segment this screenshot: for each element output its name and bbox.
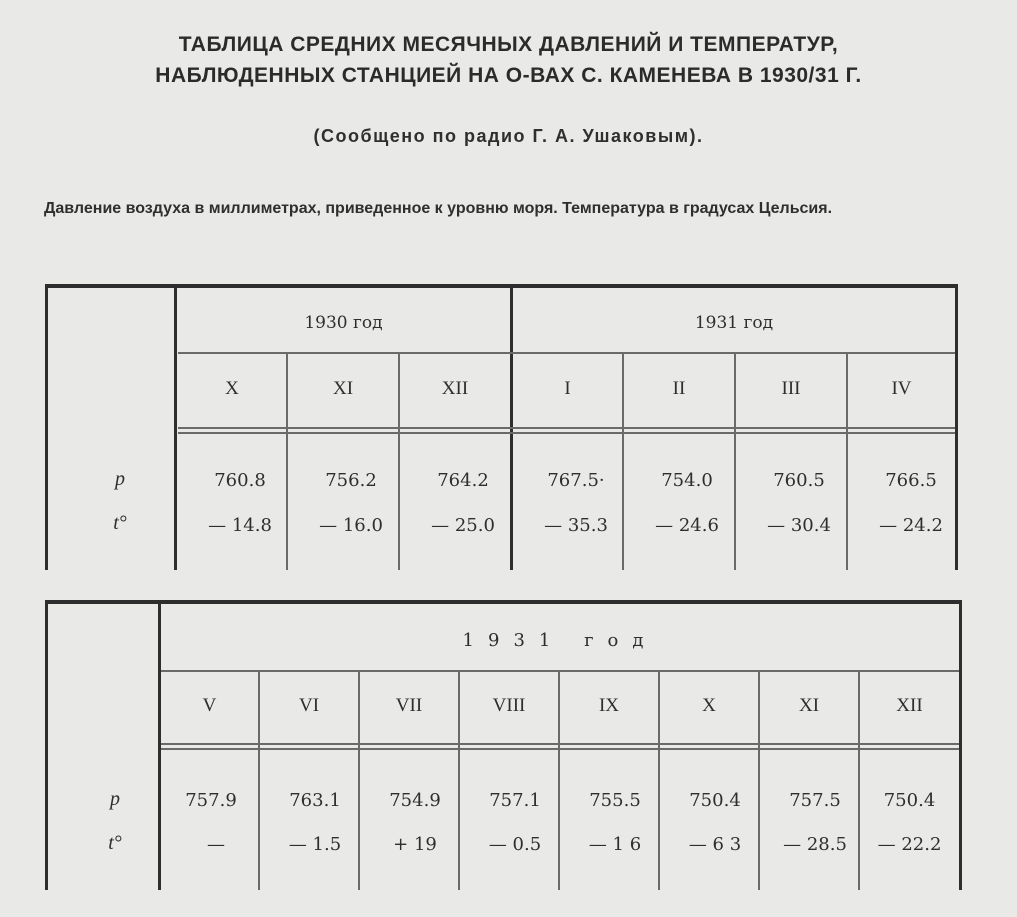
temperature-value: — 14.8 bbox=[208, 515, 272, 536]
temperature-value: — 35.3 bbox=[544, 515, 608, 536]
pressure-value: 763.1 bbox=[289, 790, 341, 811]
month-header: XII bbox=[441, 378, 469, 399]
month-header: X bbox=[225, 378, 239, 399]
table-1-left-border bbox=[45, 284, 48, 570]
pressure-value: 767.5· bbox=[547, 470, 605, 491]
year-header-1930: 1930 год bbox=[304, 313, 383, 333]
month-header: XI bbox=[332, 378, 354, 399]
row-label-temperature: t° bbox=[108, 832, 122, 854]
month-header: VI bbox=[298, 695, 320, 716]
pressure-value: 754.9 bbox=[389, 790, 441, 811]
temperature-value: — 22.2 bbox=[877, 834, 942, 855]
month-header: IX bbox=[598, 695, 620, 716]
row-label-pressure: p bbox=[110, 788, 120, 810]
temperature-value: — 0.5 bbox=[488, 834, 542, 855]
temperature-value: — 24.2 bbox=[879, 515, 943, 536]
table-2-top-border bbox=[45, 600, 962, 604]
table-1-header-rule-a bbox=[178, 427, 955, 429]
table-2-right-border bbox=[959, 600, 962, 890]
temperature-value: — bbox=[207, 834, 225, 855]
pressure-value: 766.5 bbox=[885, 470, 937, 491]
pressure-value: 764.2 bbox=[437, 470, 489, 491]
month-header: X bbox=[702, 695, 716, 716]
month-header: II bbox=[672, 378, 686, 399]
temperature-value: — 1 6 bbox=[588, 834, 642, 855]
temperature-value: — 6 3 bbox=[688, 834, 742, 855]
pressure-value: 757.1 bbox=[489, 790, 541, 811]
table-2-year-rule bbox=[161, 670, 959, 672]
intro-paragraph: Давление воздуха в миллиметрах, приведенное к уровню моря. Температура в градусах Цельсия. bbox=[44, 200, 833, 217]
table-2-left-border bbox=[45, 600, 48, 890]
pressure-value: 760.5 bbox=[773, 470, 825, 491]
temperature-value: + 19 bbox=[393, 834, 437, 855]
pressure-value: 760.8 bbox=[214, 470, 266, 491]
pressure-value: 754.0 bbox=[661, 470, 713, 491]
temperature-value: — 28.5 bbox=[783, 834, 847, 855]
table-1-top-border bbox=[45, 284, 958, 288]
row-label-pressure: p bbox=[115, 468, 125, 490]
table-2-header-rule-a bbox=[161, 743, 959, 745]
temperature-value: — 16.0 bbox=[319, 515, 383, 536]
pressure-value: 757.9 bbox=[185, 790, 237, 811]
month-header: III bbox=[781, 378, 801, 399]
month-header: VIII bbox=[492, 695, 526, 716]
pressure-value: 755.5 bbox=[589, 790, 641, 811]
table-1-year-rule bbox=[178, 352, 955, 354]
month-header: XI bbox=[798, 695, 820, 716]
year-header-1931: 1931 год bbox=[694, 313, 774, 333]
document-title-line-1: ТАБЛИЦА СРЕДНИХ МЕСЯЧНЫХ ДАВЛЕНИЙ И ТЕМПЕРАТУР, bbox=[178, 33, 839, 56]
pressure-value: 750.4 bbox=[689, 790, 741, 811]
pressure-value: 750.4 bbox=[883, 790, 936, 811]
pressure-value: 757.5 bbox=[789, 790, 841, 811]
month-header: V bbox=[202, 695, 217, 716]
year-header-1931-second: 1931 год bbox=[462, 630, 658, 651]
source-note: (Сообщено по радио Г. А. Ушаковым). bbox=[313, 126, 704, 146]
temperature-value: — 1.5 bbox=[288, 834, 342, 855]
month-header: VII bbox=[395, 695, 423, 716]
document-title-line-2: НАБЛЮДЕННЫХ СТАНЦИЕЙ НА О-ВАХ С. КАМЕНЕВА В 1930/31 Г. bbox=[155, 64, 862, 87]
table-1-header-rule-b bbox=[178, 432, 955, 434]
month-header: IV bbox=[891, 378, 912, 399]
temperature-value: — 24.6 bbox=[655, 515, 719, 536]
pressure-value: 756.2 bbox=[325, 470, 377, 491]
month-header: XII bbox=[896, 695, 923, 716]
row-label-temperature: t° bbox=[113, 512, 127, 534]
table-2-header-rule-b bbox=[161, 748, 959, 750]
temperature-value: — 30.4 bbox=[767, 515, 831, 536]
temperature-value: — 25.0 bbox=[431, 515, 495, 536]
month-header: I bbox=[564, 378, 571, 399]
